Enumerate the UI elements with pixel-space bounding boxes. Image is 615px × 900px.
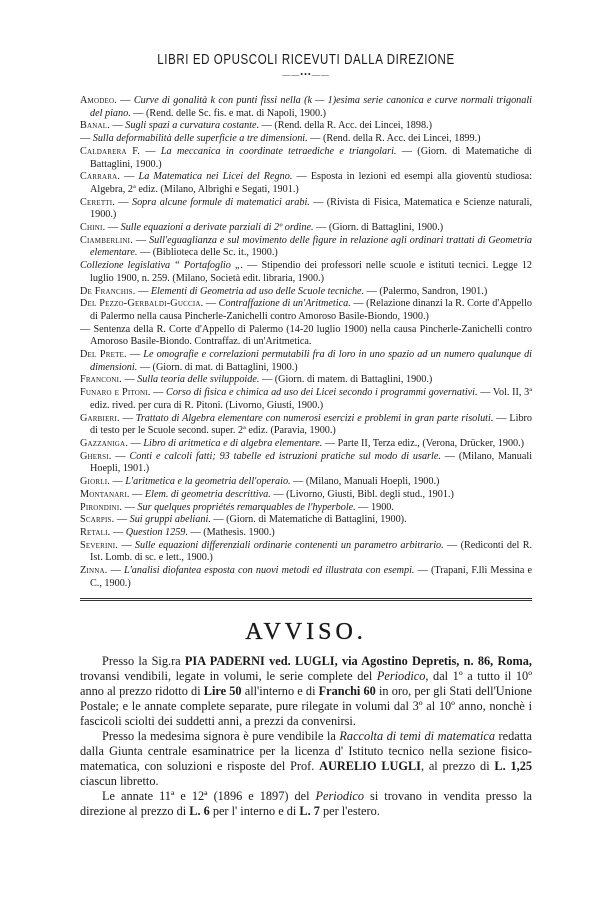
- book-entry: Franconi. — Sulla teoria delle sviluppoide. — (Giorn. di matem. di Battaglini, 1900.): [80, 374, 433, 386]
- price-lire: Lire 50: [203, 684, 242, 699]
- entry-title: Sui gruppi abeliani.: [129, 514, 211, 526]
- entry-title: Sulla deformabilità delle superficie a tre dimensioni.: [92, 133, 308, 145]
- entry-details: Vol. II, 3ª ediz. rived. per cura di R. Pitoni. (Livorno, Giusti, 1900.): [90, 387, 533, 411]
- section-divider: [80, 598, 532, 601]
- entry-details: Stipendio dei professori nelle scuole e istituti tecnici. Legge 12 luglio 1900, n. 259. (Milano, Società edit. libraria, 1900.): [90, 260, 533, 284]
- entry-title: Corso di fisica e chimica ad uso dei Licei secondo i programmi governativi.: [166, 387, 478, 399]
- entry-title: Question 1259.: [125, 526, 188, 538]
- book-entry: Del Prete. — Le omografie e correlazioni permutabili fra di loro in uno spazio ad un numero qualunque di dimensioni. — (Giorn. di mat. di Battaglini, 1900.): [80, 349, 532, 373]
- entry-details: Sentenza della R. Corte d'Appello di Palermo (14-20 luglio 1900) nella causa Pincherle-Zanichelli contro Amoroso Basile-Biondo. Contraffaz. di un'Aritmetica.: [90, 323, 533, 348]
- avviso-paragraph-3: Le annate 11ª e 12ª (1896 e 1897) del Periodico si trovano in vendita presso la direzione al prezzo di L. 6 per l' interno e di L. 7 per l'estero.: [80, 789, 533, 819]
- book-entry: Ghersi. — Conti e calcoli fatti; 93 tabelle ed istruzioni pratiche sul modo di usarle. — (Milano, Manuali Hoepli, 1901.): [80, 450, 533, 475]
- book-entry: Funaro e Pitoni. — Corso di fisica e chimica ad uso dei Licei secondo i programmi governativi. — Vol. II, 3ª ediz. rived. per cura di R. Pitoni. (Livorno, Giusti, 1900.): [80, 387, 533, 411]
- entry-author: Gazzaniga.: [80, 437, 129, 449]
- entry-details: (Rend. della R. Acc. dei Lincei, 1899.): [322, 133, 481, 145]
- entry-author: Del Prete.: [80, 349, 127, 361]
- avviso-section: [80, 619, 532, 819]
- price-libretto: L. 1,25: [494, 759, 532, 774]
- entry-title: Sulle equazioni differenziali ordinarie contenenti un parametro arbitrario.: [134, 539, 444, 551]
- entry-title: Sugli spazi a curvatura costante.: [125, 120, 260, 132]
- book-entry: Del Pezzo-Gerbaldi-Guccia. — Contraffazione di un'Aritmetica. — (Relazione dinanzi la R. Corte d'Appello di Palermo nella causa Pincherle-Zanichelli contro Amoroso Basile-Biondo, 1900.): [80, 298, 533, 322]
- entry-title: Trattato di Algebra elementare con numerosi esercizi e problemi in gran parte risoluti.: [135, 412, 494, 424]
- book-entry: Carrara. — La Matematica nei Licei del Regno. — Esposta in lezioni ed esempi alla gioventù studiosa: Algebra, 2ª ediz. (Milano, Albrighi e Segati, 1901.): [80, 171, 533, 195]
- entry-details: (Giorn. di matem. di Battaglini, 1900.): [274, 374, 433, 386]
- entry-title: Sulle equazioni a derivate parziali di 2º ordine.: [120, 222, 314, 234]
- entry-details: (Giorn. di Matematiche di Battaglini, 1900).: [226, 514, 407, 526]
- book-entry: Retali. — Question 1259. — (Mathesis. 1900.): [80, 526, 275, 538]
- entry-details: (Rediconti del R. Ist. Lomb. di sc. e lett., 1900.): [90, 539, 533, 564]
- price-interno: L. 6: [189, 804, 210, 819]
- entry-details: (Rend. delle Sc. fis. e mat. di Napoli, 1900.): [146, 107, 326, 119]
- entry-details: (Biblioteca delle Sc. it., 1900.): [152, 247, 278, 259]
- entry-author: Zinna.: [80, 565, 108, 577]
- entry-author: Amodeo.: [80, 95, 117, 106]
- entry-details: (Palermo, Sandron, 1901.): [379, 285, 488, 297]
- avviso-title: AVVISO.: [245, 619, 367, 646]
- entry-title: Sull'eguaglianza e sul movimento delle figure in relazione agli ordinari trattati di Geometria elementare.: [90, 234, 532, 259]
- entry-details: (Trapani, F.lli Messina e C., 1900.): [90, 565, 533, 589]
- entry-author: Franconi.: [80, 374, 122, 386]
- entry-author: Giorli.: [80, 476, 110, 488]
- book-entry: Banal. — Sugli spazi a curvatura costante. — (Rend. della R. Acc. dei Lincei, 1898.): [80, 120, 432, 132]
- entry-details: (Rend. della R. Acc. dei Lincei, 1898.): [274, 120, 432, 132]
- book-entry: Caldarera F. — La meccanica in coordinate tetraediche e triangolari. — (Giorn. di Matematiche di Battaglini, 1900.): [80, 145, 533, 170]
- entry-details: Esposta in lezioni ed esempi alla gioventù studiosa: Algebra, 2ª ediz. (Milano, Albrighi e Segati, 1901.): [90, 171, 533, 195]
- entry-details: Libro di testo per le Scuole second. super. 2ª ediz. (Paravia, 1900.): [90, 412, 533, 437]
- entry-title: Curve di gonalità k con punti fissi nella (k — 1)esima serie canonica e curve normali trigonali del piano.: [90, 95, 533, 119]
- entry-author: Ceretti.: [80, 196, 116, 208]
- book-entry: Montanari. — Elem. di geometria descrittiva. — (Livorno, Giusti, Bibl. degli stud., 1901.): [80, 488, 454, 500]
- book-entry: — Sentenza della R. Corte d'Appello di Palermo (14-20 luglio 1900) nella causa Pincherle-Zanichelli contro Amoroso Basile-Biondo. Contraffaz. di un'Aritmetica.: [80, 323, 533, 348]
- entry-author: Banal.: [80, 120, 110, 132]
- entry-details: (Livorno, Giusti, Bibl. degli stud., 1901.): [286, 488, 454, 500]
- entry-author: Ghersi.: [80, 450, 112, 462]
- entry-title: Contraffazione di un'Aritmetica.: [218, 298, 351, 310]
- entry-details: (Mathesis. 1900.): [203, 526, 275, 538]
- book-entry: De Franchis. — Elementi di Geometria ad uso delle Scuole tecniche. — (Palermo, Sandron, 1901.): [80, 285, 488, 297]
- entry-title: Collezione legislativa “ Portafoglio „.: [80, 260, 244, 272]
- entry-author: Del Pezzo-Gerbaldi-Guccia.: [80, 298, 204, 310]
- book-entry: Pirondini. — Sur quelques propriétés remarquables de l'hyperbole. — 1900.: [80, 501, 394, 513]
- entry-title: Sopra alcune formule di matematici arabi.: [131, 196, 310, 208]
- seller-name: PIA PADERNI ved. LUGLI, via Agostino Depretis, n. 86, Roma,: [184, 654, 532, 669]
- entry-title: Libro di aritmetica e di algebra elementare.: [143, 437, 323, 449]
- book-entry: Ciamberlini. — Sull'eguaglianza e sul movimento delle figure in relazione agli ordinari trattati di Geometria elementare. — (Biblioteca delle Sc. it., 1900.): [80, 234, 532, 259]
- header-ornament: ——•••——: [282, 70, 330, 79]
- entry-title: Conti e calcoli fatti; 93 tabelle ed istruzioni pratiche sul modo di usarle.: [129, 450, 441, 462]
- entry-author: Caldarera F.: [80, 145, 141, 157]
- entry-title: L'aritmetica e la geometria dell'operaio.: [125, 476, 291, 488]
- book-list: [80, 95, 532, 590]
- price-estero: L. 7: [299, 804, 320, 819]
- entry-title: Sur quelques propriétés remarquables de l'hyperbole.: [137, 501, 356, 513]
- professor-name: AURELIO LUGLI: [319, 759, 421, 774]
- avviso-body: [80, 654, 532, 819]
- entry-author: Garbieri.: [80, 412, 120, 424]
- entry-details: 1900.: [371, 501, 394, 513]
- book-entry: Zinna. — L'analisi diofantea esposta con nuovi metodi ed illustrata con esempi. — (Trapani, F.lli Messina e C., 1900.): [80, 565, 533, 589]
- entry-author: Funaro e Pitoni.: [80, 387, 151, 399]
- entry-title: Sulla teoria delle sviluppoide.: [137, 374, 260, 386]
- book-entry: Gazzaniga. — Libro di aritmetica e di algebra elementare. — Parte II, Terza ediz., (Verona, Drücker, 1900.): [80, 437, 525, 449]
- entry-author: Retali.: [80, 526, 111, 538]
- entry-details: Parte II, Terza ediz., (Verona, Drücker, 1900.): [337, 437, 525, 449]
- book-entry: Collezione legislativa “ Portafoglio „. — Stipendio dei professori nelle scuole e istituti tecnici. Legge 12 luglio 1900, n. 259. (Milano, Società edit. libraria, 1900.): [80, 260, 533, 284]
- entry-title: Elementi di Geometria ad uso delle Scuole tecniche.: [150, 285, 365, 297]
- book-entry: — Sulla deformabilità delle superficie a tre dimensioni. — (Rend. della R. Acc. dei Lincei, 1899.): [80, 133, 481, 145]
- entry-author: Montanari.: [80, 488, 130, 500]
- book-entry: Ceretti. — Sopra alcune formule di matematici arabi. — (Rivista di Fisica, Matematica e Scienze naturali, 1900.): [80, 196, 533, 221]
- entry-title: Elem. di geometria descrittiva.: [144, 488, 271, 500]
- entry-title: La Matematica nei Licei del Regno.: [138, 171, 293, 183]
- entry-title: La meccanica in coordinate tetraediche e triangolari.: [160, 145, 397, 157]
- entry-author: Severini.: [80, 539, 119, 551]
- entry-details: (Milano, Manuali Hoepli, 1900.): [305, 476, 440, 488]
- page: [80, 0, 532, 819]
- entry-author: Pirondini.: [80, 501, 123, 513]
- entry-details: (Giorn. di mat. di Battaglini, 1900.): [152, 361, 298, 373]
- book-entry: Giorli. — L'aritmetica e la geometria dell'operaio. — (Milano, Manuali Hoepli, 1900.): [80, 476, 440, 488]
- book-entry: Chini. — Sulle equazioni a derivate parziali di 2º ordine. — (Giorn. di Battaglini, 1900.): [80, 222, 444, 234]
- entry-details: (Relazione dinanzi la R. Corte d'Appello di Palermo nella causa Pincherle-Zanichelli contro Amoroso Basile-Biondo, 1900.): [90, 298, 533, 322]
- book-entry: Scarpis. — Sui gruppi abeliani. — (Giorn. di Matematiche di Battaglini, 1900).: [80, 514, 407, 526]
- entry-details: (Milano, Manuali Hoepli, 1901.): [90, 450, 533, 475]
- avviso-paragraph-2: Presso la medesima signora è pure vendibile la Raccolta di temi di matematica redatta dalla Giunta centrale esaminatrice per la licenza d' Istituto tecnico nella sezione fisico-matematica, con soluzioni e risposte del Prof. AURELIO LUGLI, al prezzo di L. 1,25 ciascun libretto.: [80, 729, 533, 789]
- entry-author: Ciamberlini.: [80, 234, 133, 246]
- entry-details: (Rivista di Fisica, Matematica e Scienze naturali, 1900.): [90, 196, 533, 221]
- page-header: LIBRI ED OPUSCOLI RICEVUTI DALLA DIREZIONE: [157, 52, 455, 68]
- entry-author: Carrara.: [80, 171, 121, 183]
- book-entry: Severini. — Sulle equazioni differenziali ordinarie contenenti un parametro arbitrario. — (Rediconti del R. Ist. Lomb. di sc. e lett., 1900.): [80, 539, 533, 564]
- entry-author: Chini.: [80, 222, 106, 234]
- entry-details: (Giorn. di Matematiche di Battaglini, 1900.): [90, 145, 533, 170]
- entry-author: Scarpis.: [80, 514, 115, 526]
- entry-author: De Franchis.: [80, 285, 136, 297]
- entry-title: L'analisi diofantea esposta con nuovi metodi ed illustrata con esempi.: [123, 565, 415, 577]
- entry-details: (Giorn. di Battaglini, 1900.): [328, 222, 444, 234]
- avviso-paragraph-1: Presso la Sig.ra PIA PADERNI ved. LUGLI, via Agostino Depretis, n. 86, Roma, trovansi vendibili, legate in volumi, le serie complete del Periodico, dal 1º a tutto il 10º anno al prezzo ridotto di Lire 50 all'interno e di Franchi 60 in oro, per gli Stati dell'Unione Postale; e le annate complete separate, pure rilegate in volumi dal 3º al 10º anno, nonchè i fascicoli sciolti dei suddetti anni, a prezzi da convenirsi.: [80, 654, 533, 729]
- price-franchi: Franchi 60: [318, 684, 376, 699]
- book-entry: Garbieri. — Trattato di Algebra elementare con numerosi esercizi e problemi in gran parte risoluti. — Libro di testo per le Scuole second. super. 2ª ediz. (Paravia, 1900.): [80, 412, 533, 437]
- book-entry: Amodeo. — Curve di gonalità k con punti fissi nella (k — 1)esima serie canonica e curve normali trigonali del piano. — (Rend. delle Sc. fis. e mat. di Napoli, 1900.): [80, 95, 533, 119]
- entry-title: Le omografie e correlazioni permutabili fra di loro in uno spazio ad un numero qualunque di dimensioni.: [90, 349, 532, 373]
